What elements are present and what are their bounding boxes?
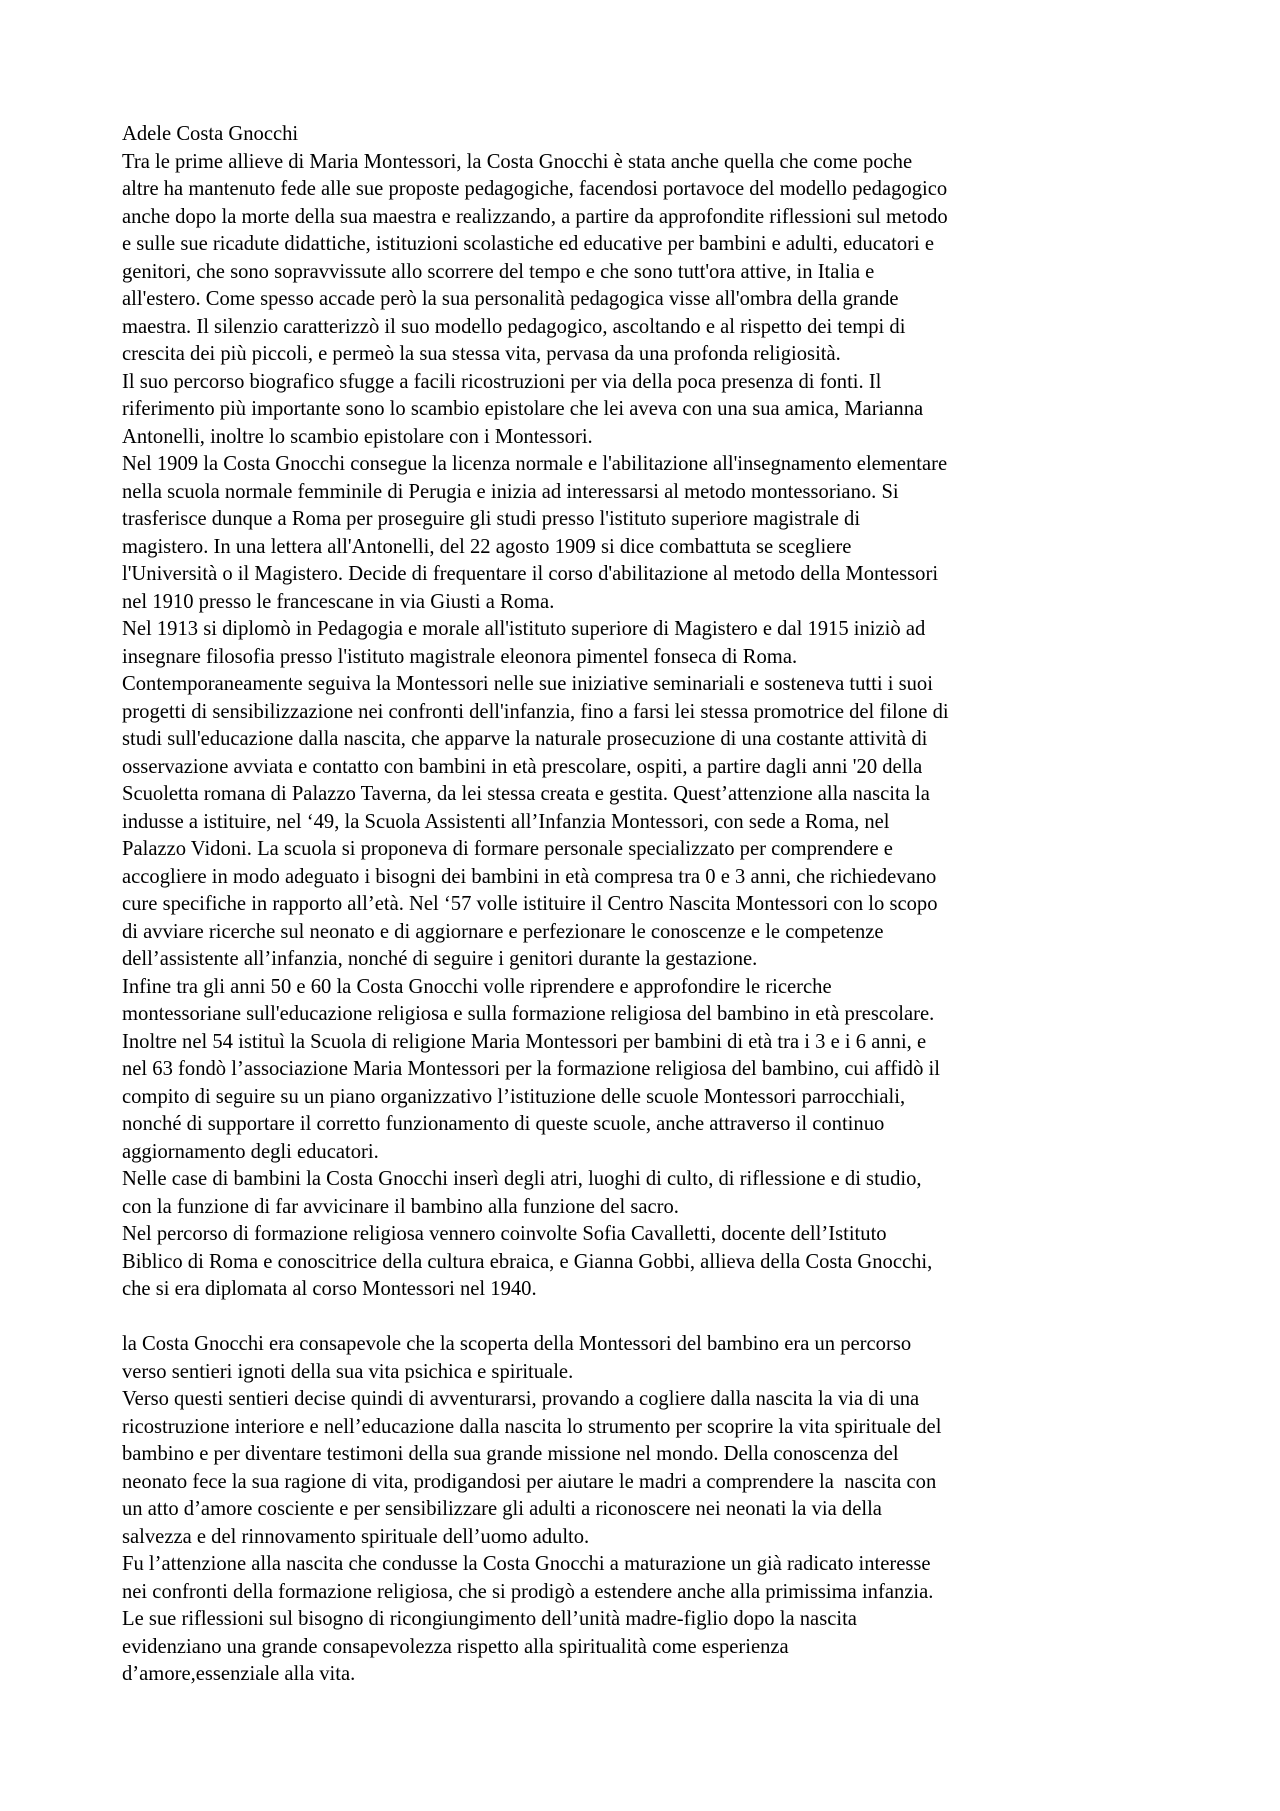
text-line: che si era diplomata al corso Montessori nel 1940. bbox=[122, 1278, 537, 1300]
text-line: anche dopo la morte della sua maestra e realizzando, a partire da approfondite riflessioni sul metodo bbox=[122, 205, 948, 228]
text-line: dell’assistente all’infanzia, nonché di seguire i genitori durante la gestazione. bbox=[122, 948, 758, 970]
text-line: bambino e per diventare testimoni della sua grande missione nel mondo. Della conoscenza del bbox=[122, 1443, 899, 1465]
text-line: Antonelli, inoltre lo scambio epistolare con i Montessori. bbox=[122, 425, 593, 448]
text-line: aggiornamento degli educatori. bbox=[122, 1140, 379, 1163]
text-line: Fu l’attenzione alla nascita che condusse la Costa Gnocchi a maturazione un già radicato interesse bbox=[122, 1553, 931, 1575]
text-block-closing bbox=[122, 1331, 1184, 1689]
text-line: d’amore,essenziale alla vita. bbox=[122, 1663, 356, 1685]
text-line: progetti di sensibilizzazione nei confronti dell'infanzia, fino a farsi lei stessa promotrice del filone di bbox=[122, 700, 949, 723]
text-line: di avviare ricerche sul neonato e di aggiornare e perfezionare le conoscenze e le competenze bbox=[122, 920, 884, 943]
text-line: nonché di supportare il corretto funzionamento di queste scuole, anche attraverso il continuo bbox=[122, 1113, 885, 1135]
text-line: e sulle sue ricadute didattiche, istituzioni scolastiche ed educative per bambini e adulti, educatori e bbox=[122, 233, 935, 255]
text-line: Nel 1909 la Costa Gnocchi consegue la licenza normale e l'abilitazione all'insegnamento elementare bbox=[122, 453, 948, 475]
text-line: crescita dei più piccoli, e permeò la sua stessa vita, pervasa da una profonda religiosità. bbox=[122, 343, 841, 365]
text-line: Nel percorso di formazione religiosa vennero coinvolte Sofia Cavalletti, docente dell’Istituto bbox=[122, 1223, 887, 1245]
text-line: Le sue riflessioni sul bisogno di ricongiungimento dell’unità madre-figlio dopo la nascita bbox=[122, 1608, 857, 1630]
text-line: evidenziano una grande consapevolezza rispetto alla spiritualità come esperienza bbox=[122, 1635, 789, 1658]
text-line: nel 63 fondò l’associazione Maria Montessori per la formazione religiosa del bambino, cui affidò il bbox=[122, 1058, 940, 1080]
text-line: insegnare filosofia presso l'istituto magistrale eleonora pimentel fonseca di Roma. bbox=[122, 645, 798, 668]
text-line: magistero. In una lettera all'Antonelli, del 22 agosto 1909 si dice combattuta se scegliere bbox=[122, 535, 852, 558]
text-line: la Costa Gnocchi era consapevole che la scoperta della Montessori del bambino era un percorso bbox=[122, 1333, 912, 1355]
text-block-main bbox=[122, 149, 1184, 1304]
text-line: genitori, che sono sopravvissute allo scorrere del tempo e che sono tutt'ora attive, in Italia e bbox=[122, 260, 875, 283]
text-line: riferimento più importante sono lo scambio epistolare che lei aveva con una sua amica, Marianna bbox=[122, 398, 924, 420]
text-line: Contemporaneamente seguiva la Montessori nelle sue iniziative seminariali e sosteneva tutti i suoi bbox=[122, 673, 933, 695]
text-line: verso sentieri ignoti della sua vita psichica e spirituale. bbox=[122, 1360, 574, 1383]
text-line: Biblico di Roma e conoscitrice della cultura ebraica, e Gianna Gobbi, allieva della Costa Gnocchi, bbox=[122, 1250, 933, 1273]
text-line: Inoltre nel 54 istituì la Scuola di religione Maria Montessori per bambini di età tra i 3 e i 6 anni, e bbox=[122, 1030, 927, 1053]
text-line: all'estero. Come spesso accade però la sua personalità pedagogica visse all'ombra della grande bbox=[122, 288, 899, 310]
text-line: l'Università o il Magistero. Decide di frequentare il corso d'abilitazione al metodo della Montessori bbox=[122, 563, 939, 585]
text-line: nei confronti della formazione religiosa, che si prodigò a estendere anche alla primissima infanzia. bbox=[122, 1580, 934, 1603]
text-line: accogliere in modo adeguato i bisogni dei bambini in età compresa tra 0 e 3 anni, che richiedevano bbox=[122, 865, 937, 888]
text-line: Infine tra gli anni 50 e 60 la Costa Gnocchi volle riprendere e approfondire le ricerche bbox=[122, 975, 832, 998]
text-line: neonato fece la sua ragione di vita, prodigandosi per aiutare le madri a comprendere la nascita con bbox=[122, 1470, 937, 1493]
paragraph-gap bbox=[122, 1304, 1184, 1332]
text-line: nella scuola normale femminile di Perugia e inizia ad interessarsi al metodo montessoriano. Si bbox=[122, 480, 899, 503]
document-title: Adele Costa Gnocchi bbox=[122, 123, 299, 145]
document-page bbox=[122, 121, 1184, 1689]
text-line: osservazione avviata e contatto con bambini in età prescolare, ospiti, a partire dagli anni '20 della bbox=[122, 755, 923, 778]
text-line: indusse a istituire, nel ‘49, la Scuola Assistenti all’Infanzia Montessori, con sede a Roma, nel bbox=[122, 810, 890, 833]
text-line: Scuoletta romana di Palazzo Taverna, da lei stessa creata e gestita. Quest’attenzione alla nascita la bbox=[122, 783, 930, 805]
text-line: salvezza e del rinnovamento spirituale dell’uomo adulto. bbox=[122, 1525, 590, 1548]
text-line: studi sull'educazione dalla nascita, che apparve la naturale prosecuzione di una costante attività di bbox=[122, 728, 928, 750]
text-line: Tra le prime allieve di Maria Montessori, la Costa Gnocchi è stata anche quella che come poche bbox=[122, 150, 913, 173]
text-line: un atto d’amore cosciente e per sensibilizzare gli adulti a riconoscere nei neonati la via della bbox=[122, 1498, 882, 1520]
text-line: Nelle case di bambini la Costa Gnocchi inserì degli atri, luoghi di culto, di riflessione e di studio, bbox=[122, 1168, 922, 1190]
text-line: ricostruzione interiore e nell’educazione dalla nascita lo strumento per scoprire la vita spirituale del bbox=[122, 1415, 942, 1438]
text-line: Verso questi sentieri decise quindi di avventurarsi, provando a cogliere dalla nascita la via di una bbox=[122, 1388, 920, 1410]
text-line: compito di seguire su un piano organizzativo l’istituzione delle scuole Montessori parrocchiali, bbox=[122, 1085, 906, 1108]
text-line: altre ha mantenuto fede alle sue proposte pedagogiche, facendosi portavoce del modello pedagogico bbox=[122, 178, 948, 200]
text-line: Nel 1913 si diplomò in Pedagogia e morale all'istituto superiore di Magistero e dal 1915 iniziò ad bbox=[122, 618, 926, 640]
text-line: montessoriane sull'educazione religiosa e sulla formazione religiosa del bambino in età prescolare. bbox=[122, 1003, 935, 1025]
text-line: con la funzione di far avvicinare il bambino alla funzione del sacro. bbox=[122, 1195, 679, 1218]
text-line: maestra. Il silenzio caratterizzò il suo modello pedagogico, ascoltando e al rispetto dei tempi di bbox=[122, 315, 906, 338]
text-line: Il suo percorso biografico sfugge a facili ricostruzioni per via della poca presenza di fonti. Il bbox=[122, 370, 882, 393]
text-line: Palazzo Vidoni. La scuola si proponeva di formare personale specializzato per comprendere e bbox=[122, 838, 893, 860]
text-line: cure specifiche in rapporto all’età. Nel ‘57 volle istituire il Centro Nascita Montessori con lo scopo bbox=[122, 893, 938, 915]
text-line: trasferisce dunque a Roma per proseguire gli studi presso l'istituto superiore magistrale di bbox=[122, 508, 861, 530]
text-line: nel 1910 presso le francescane in via Giusti a Roma. bbox=[122, 590, 555, 613]
